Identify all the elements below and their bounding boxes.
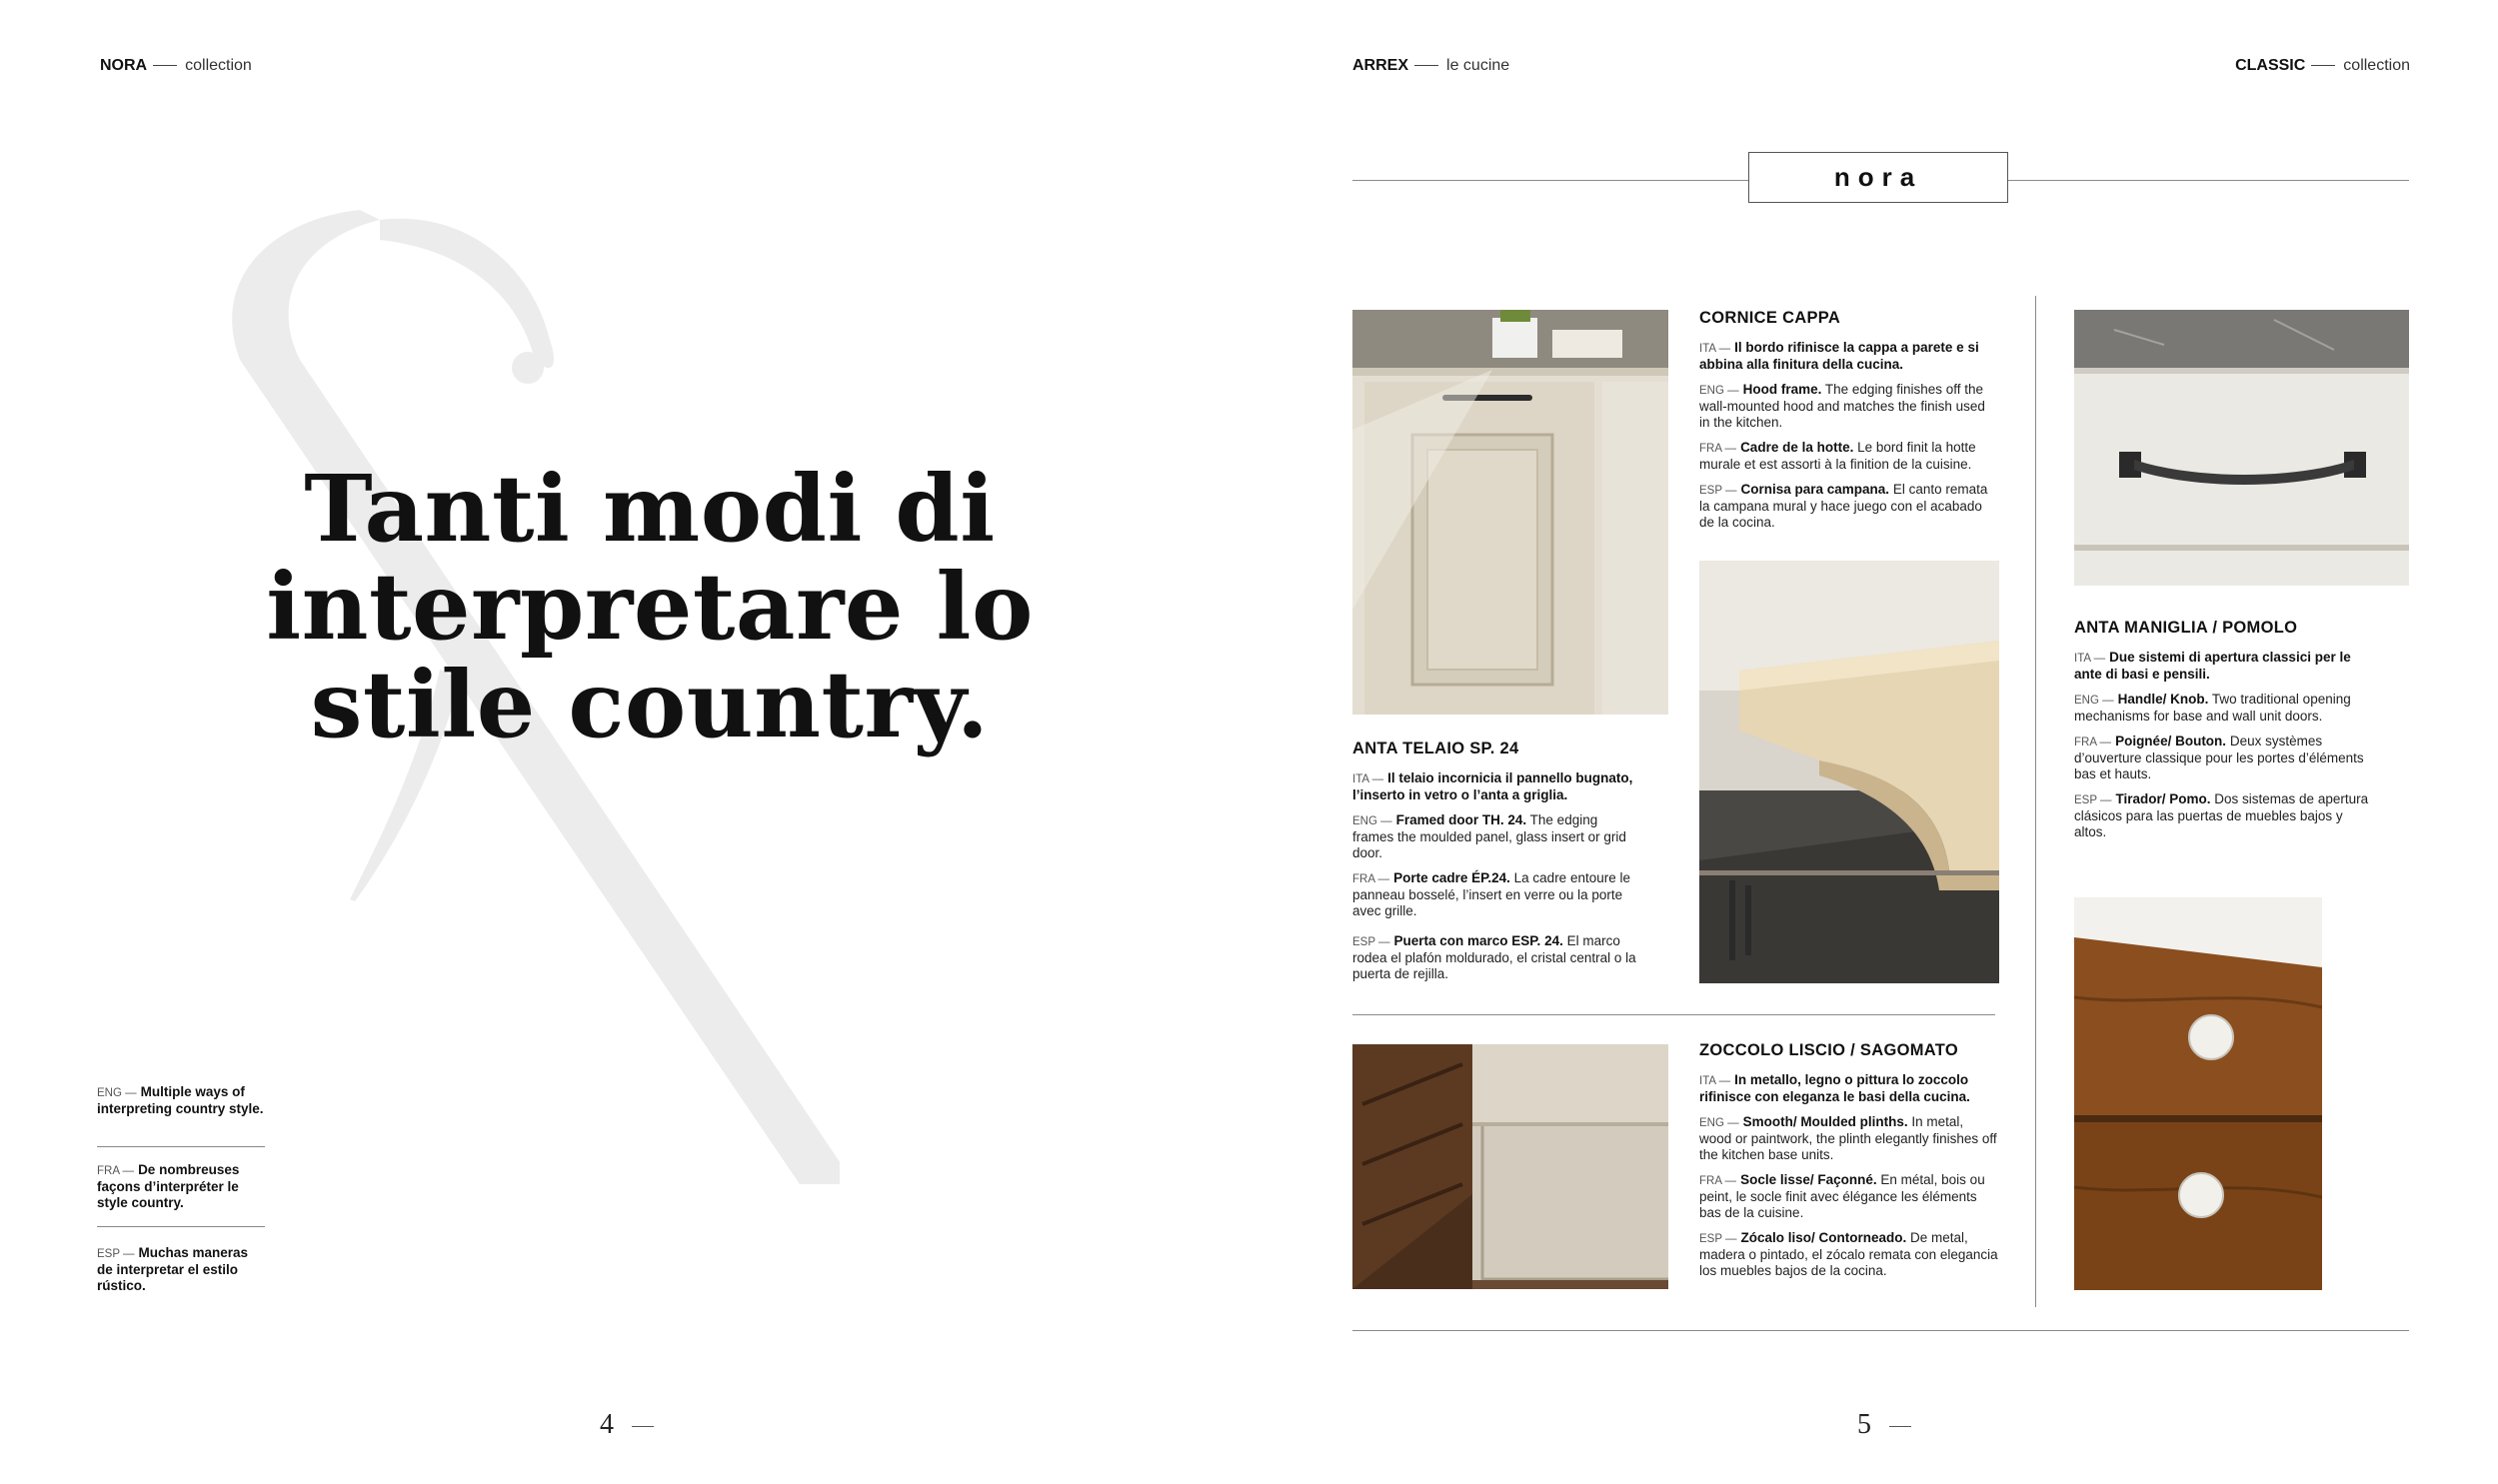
header-right-brand: CLASSIC (2235, 57, 2306, 74)
headline (250, 455, 1050, 758)
column-divider (2035, 296, 2036, 1307)
zoccolo-title: ZOCCOLO LISCIO / SAGOMATO (1699, 1041, 1958, 1059)
header-left-sub: collection (185, 57, 252, 74)
header-left (100, 57, 252, 75)
header-mid (1352, 57, 1509, 75)
section-title: nora (1748, 152, 2008, 203)
sidebar-divider (97, 1146, 265, 1147)
header-mid-sub: le cucine (1446, 57, 1510, 74)
anta-telaio-block: ANTA TELAIO SP. 24 ITA — Il telaio incornicia il pannello bugnato, l’inserto in vetro o l’anta a griglia. ENG — Framed door TH. 24. The edging frames the moulded panel, glass insert or grid door. FRA — Porte cadre ÉP.24. La cadre entoure le panneau bosselé, l’insert en verre ou la porte avec grille. ESP — Puerta con marco ESP. 24. El marco rodea el plafón moldurado, el cristal central o la puerta de rejilla. (1352, 741, 1642, 991)
sidebar-eng: ENG — Multiple ways of interpreting country style. (97, 1084, 264, 1116)
photo-plinth (1352, 1044, 1668, 1289)
header-right-sub: collection (2343, 57, 2410, 74)
headline-line-2: interpretare lo (266, 553, 1034, 661)
anta-telaio-title: ANTA TELAIO SP. 24 (1352, 740, 1519, 757)
sidebar-esp: ESP — Muchas maneras de interpretar el estilo rústico. (97, 1245, 249, 1293)
page-number-left: 4 (600, 1409, 654, 1441)
header-mid-brand: ARREX (1352, 57, 1409, 74)
header-right (2235, 57, 2410, 75)
bottom-divider (1352, 1330, 2409, 1331)
header-left-brand: NORA (100, 57, 148, 74)
anta-maniglia-title: ANTA MANIGLIA / POMOLO (2074, 619, 2298, 637)
headline-line-1: Tanti modi di (304, 455, 996, 563)
photo-knobs (2074, 897, 2322, 1290)
sidebar-fra: FRA — De nombreuses façons d’interpréter le style country. (97, 1162, 240, 1210)
photo-framed-door (1352, 310, 1668, 715)
row-divider (1352, 1014, 1995, 1015)
title-rule-left (1352, 180, 1748, 181)
cornice-cappa-block: CORNICE CAPPA ITA — Il bordo rifinisce la cappa a parete e si abbina alla finitura della cucina. ENG — Hood frame. The edging finishes off the wall-mounted hood and matches the finish used in the kitchen. FRA — Cadre de la hotte. Le bord finit la hotte murale et est assorti à la finition de la cuisine. ESP — Cornisa para campana. El canto remata la campana mural y hace juego con el acabado de la cocina. (1699, 309, 1988, 530)
cornice-cappa-title: CORNICE CAPPA (1699, 309, 1841, 327)
anta-maniglia-block: ANTA MANIGLIA / POMOLO ITA — Due sistemi di apertura classici per le ante di basi e pensili. ENG — Handle/ Knob. Two traditional opening mechanisms for base and wall unit doors. FRA — Poignée/ Bouton. Deux systèmes d’ouverture classique pour les portes d’éléments bas et hauts. ESP — Tirador/ Pomo. Dos sistemas de apertura clásicos para las puertas de muebles bajos y altos. (2074, 620, 2374, 849)
photo-handle (2074, 310, 2409, 586)
sidebar-divider (97, 1226, 265, 1227)
page-number-right: 5 (1857, 1409, 1911, 1441)
zoccolo-block: ZOCCOLO LISCIO / SAGOMATO ITA — In metallo, legno o pittura lo zoccolo rifinisce con eleganza le basi della cucina. ENG — Smooth/ Moulded plinths. In metal, wood or paintwork, the plinth elegantly finishes off the kitchen base units. FRA — Socle lisse/ Façonné. En métal, bois ou peint, le socle finit avec élégance les éléments bas de la cuisine. ESP — Zócalo liso/ Contorneado. De metal, madera o pintado, el zócalo remata con elegancia los muebles bajos de la cocina. (1699, 1041, 1998, 1278)
photo-hood-cornice (1699, 561, 1999, 983)
title-rule-right (2008, 180, 2409, 181)
headline-line-3: stile country. (310, 651, 990, 758)
